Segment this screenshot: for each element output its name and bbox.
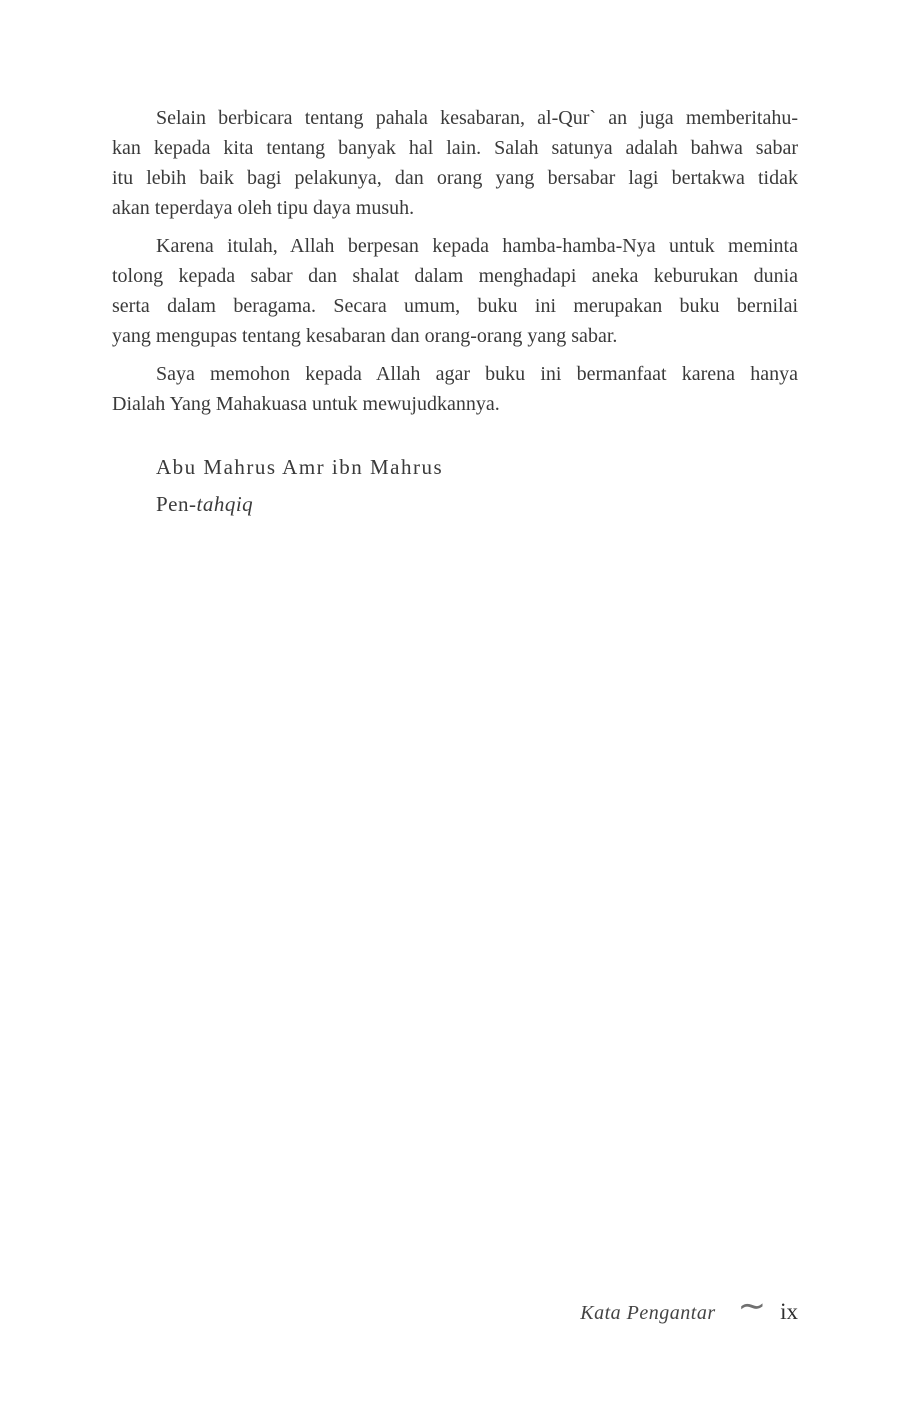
signature-role-italic: tahqiq <box>196 492 254 516</box>
page-content <box>112 103 798 523</box>
text-line: akan teperdaya oleh tipu daya musuh. <box>112 197 415 219</box>
swung-dash-separator: ∼ <box>737 1286 767 1326</box>
text-line: Saya memohon kepada Allah agar buku ini bermanfaat karena hanya <box>156 363 798 385</box>
text-line: Selain berbicara tentang pahala kesabaran, al-Qur` an juga memberitahu- <box>156 107 798 129</box>
body-text <box>112 103 798 419</box>
signature-role <box>156 486 798 523</box>
text-line: kan kepada kita tentang banyak hal lain. Salah satunya adalah bahwa sabar <box>112 137 798 159</box>
signature-block <box>156 449 798 523</box>
paragraph <box>112 103 798 223</box>
text-line: yang mengupas tentang kesabaran dan orang-orang yang sabar. <box>112 325 618 347</box>
text-line: serta dalam beragama. Secara umum, buku ini merupakan buku bernilai <box>112 295 798 317</box>
paragraph <box>112 359 798 419</box>
signature-name: Abu Mahrus Amr ibn Mahrus <box>156 455 444 479</box>
text-line: Dialah Yang Mahakuasa untuk mewujudkannya. <box>112 393 500 415</box>
text-line: itu lebih baik bagi pelakunya, dan orang yang bersabar lagi bertakwa tidak <box>112 167 798 189</box>
footer-page-number: ix <box>780 1299 798 1324</box>
paragraph <box>112 231 798 351</box>
signature-role-prefix: Pen- <box>156 492 197 516</box>
text-line: tolong kepada sabar dan shalat dalam menghadapi aneka keburukan dunia <box>112 265 798 287</box>
footer-section-label: Kata Pengantar <box>580 1302 716 1324</box>
text-line: Karena itulah, Allah berpesan kepada hamba-hamba-Nya untuk meminta <box>156 235 798 257</box>
footer <box>580 1288 798 1328</box>
